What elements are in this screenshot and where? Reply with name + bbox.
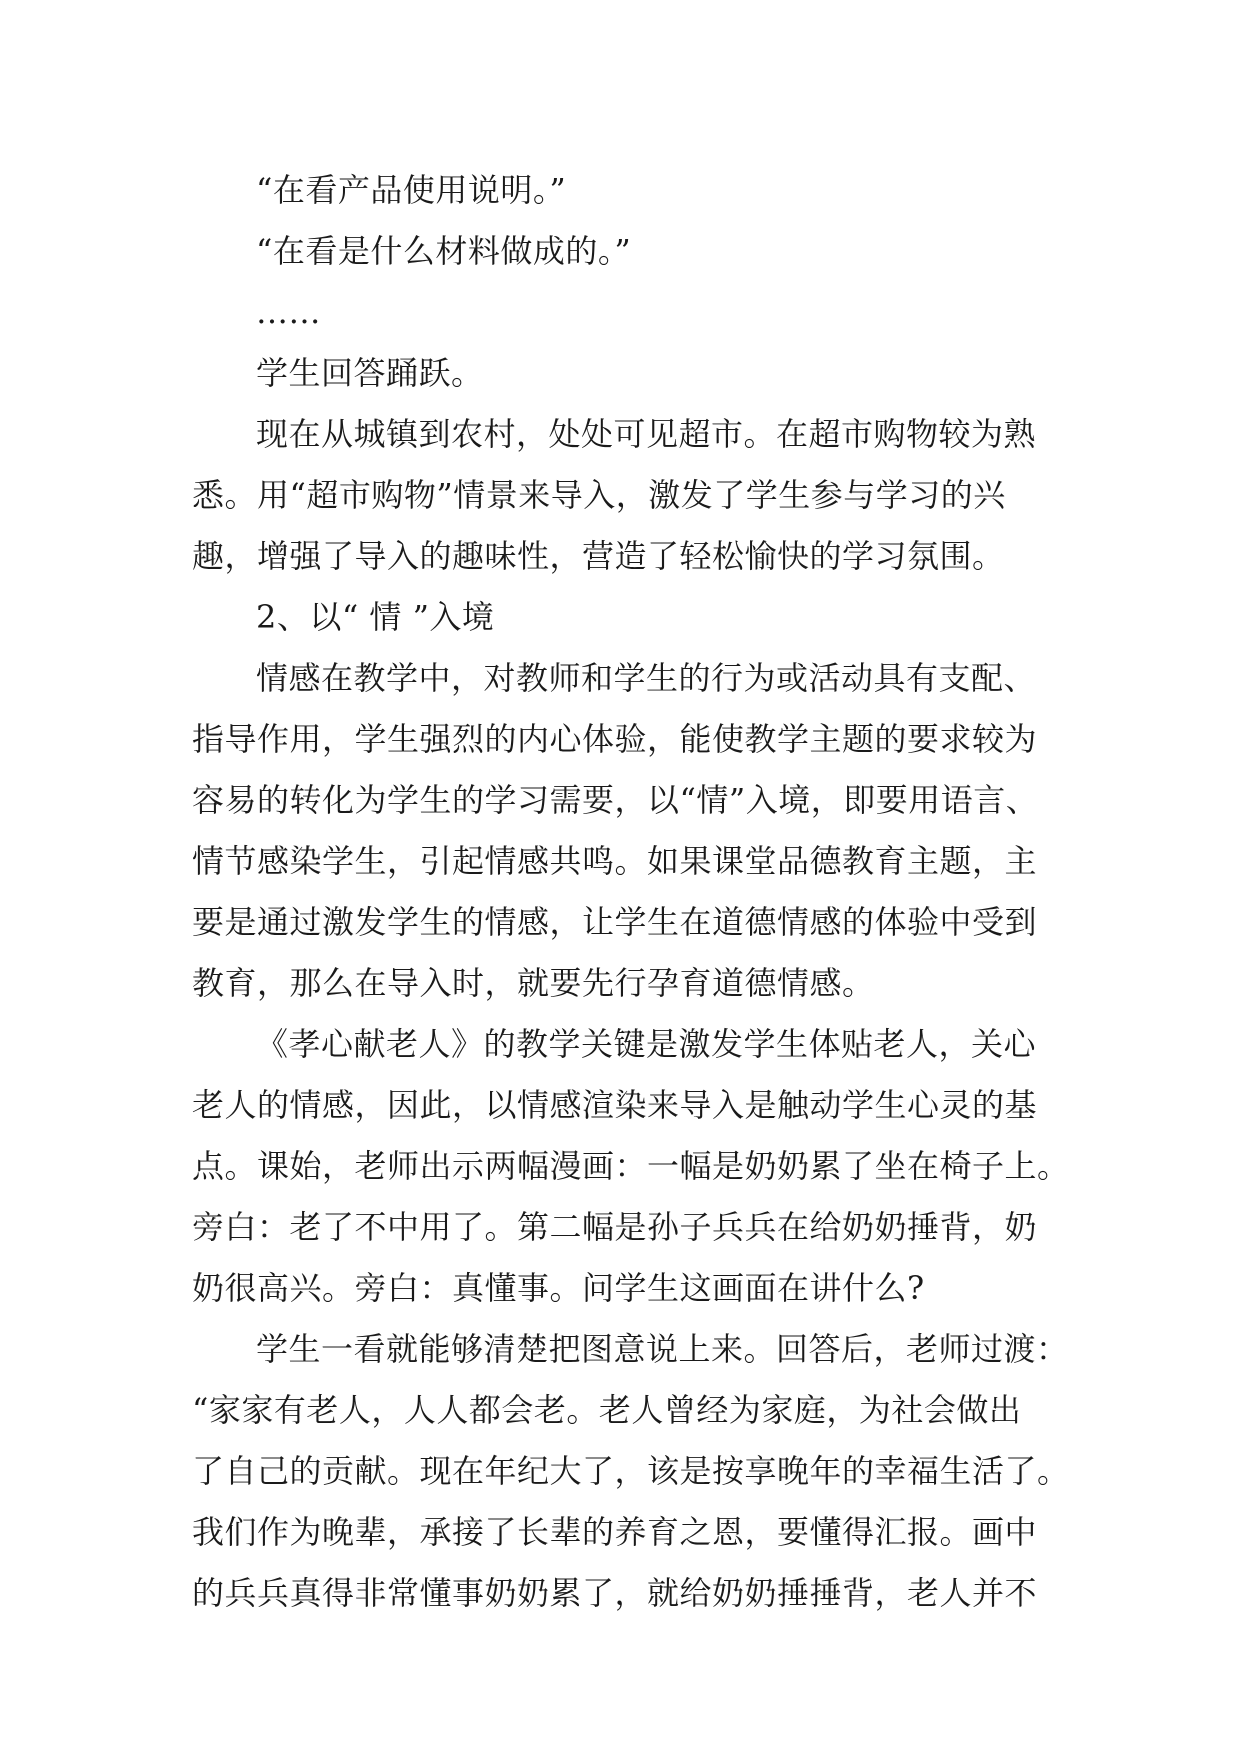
- body-text: [192, 160, 1072, 1624]
- text-line: 奶很高兴。旁白：真懂事。问学生这画面在讲什么?: [192, 1269, 925, 1307]
- text-line: 趣，增强了导入的趣味性，营造了轻松愉快的学习氛围。: [192, 537, 1005, 575]
- text-line: 了自己的贡献。现在年纪大了，该是按享晚年的幸福生活了。: [192, 1452, 1070, 1490]
- text-line: 教育，那么在导入时，就要先行孕育道德情感。: [192, 964, 875, 1002]
- text-line: 旁白：老了不中用了。第二幅是孙子兵兵在给奶奶捶背，奶: [192, 1208, 1038, 1246]
- text-line: 点。课始，老师出示两幅漫画：一幅是奶奶累了坐在椅子上。: [192, 1147, 1070, 1185]
- text-line: 现在从城镇到农村，处处可见超市。在超市购物较为熟: [256, 415, 1037, 453]
- text-line: 学生回答踊跃。: [256, 354, 484, 392]
- text-line: 我们作为晚辈，承接了长辈的养育之恩，要懂得汇报。画中: [192, 1513, 1038, 1551]
- text-line: 《孝心献老人》的教学关键是激发学生体贴老人，关心: [256, 1025, 1037, 1063]
- text-line: 指导作用，学生强烈的内心体验，能使教学主题的要求较为: [192, 720, 1038, 758]
- text-line: 容易的转化为学生的学习需要，以“情”入境，即要用语言、: [192, 781, 1039, 819]
- text-line: 的兵兵真得非常懂事奶奶累了，就给奶奶捶捶背，老人并不: [192, 1574, 1038, 1612]
- text-line: “在看产品使用说明。”: [256, 171, 567, 209]
- text-line: 要是通过激发学生的情感，让学生在道德情感的体验中受到: [192, 903, 1038, 941]
- text-line: 悉。用“超市购物”情景来导入，激发了学生参与学习的兴: [192, 476, 1006, 514]
- text-line: ……: [256, 293, 321, 331]
- text-line: 学生一看就能够清楚把图意说上来。回答后，老师过渡：: [256, 1330, 1069, 1368]
- text-line: “家家有老人，人人都会老。老人曾经为家庭，为社会做出: [192, 1391, 1022, 1429]
- text-line: 情感在教学中，对教师和学生的行为或活动具有支配、: [256, 659, 1037, 697]
- text-line: 情节感染学生，引起情感共鸣。如果课堂品德教育主题，主: [192, 842, 1038, 880]
- text-line: 老人的情感，因此，以情感渲染来导入是触动学生心灵的基: [192, 1086, 1038, 1124]
- text-line: “在看是什么材料做成的。”: [256, 232, 632, 270]
- section-heading: 2、以“ 情 ”入境: [256, 598, 495, 636]
